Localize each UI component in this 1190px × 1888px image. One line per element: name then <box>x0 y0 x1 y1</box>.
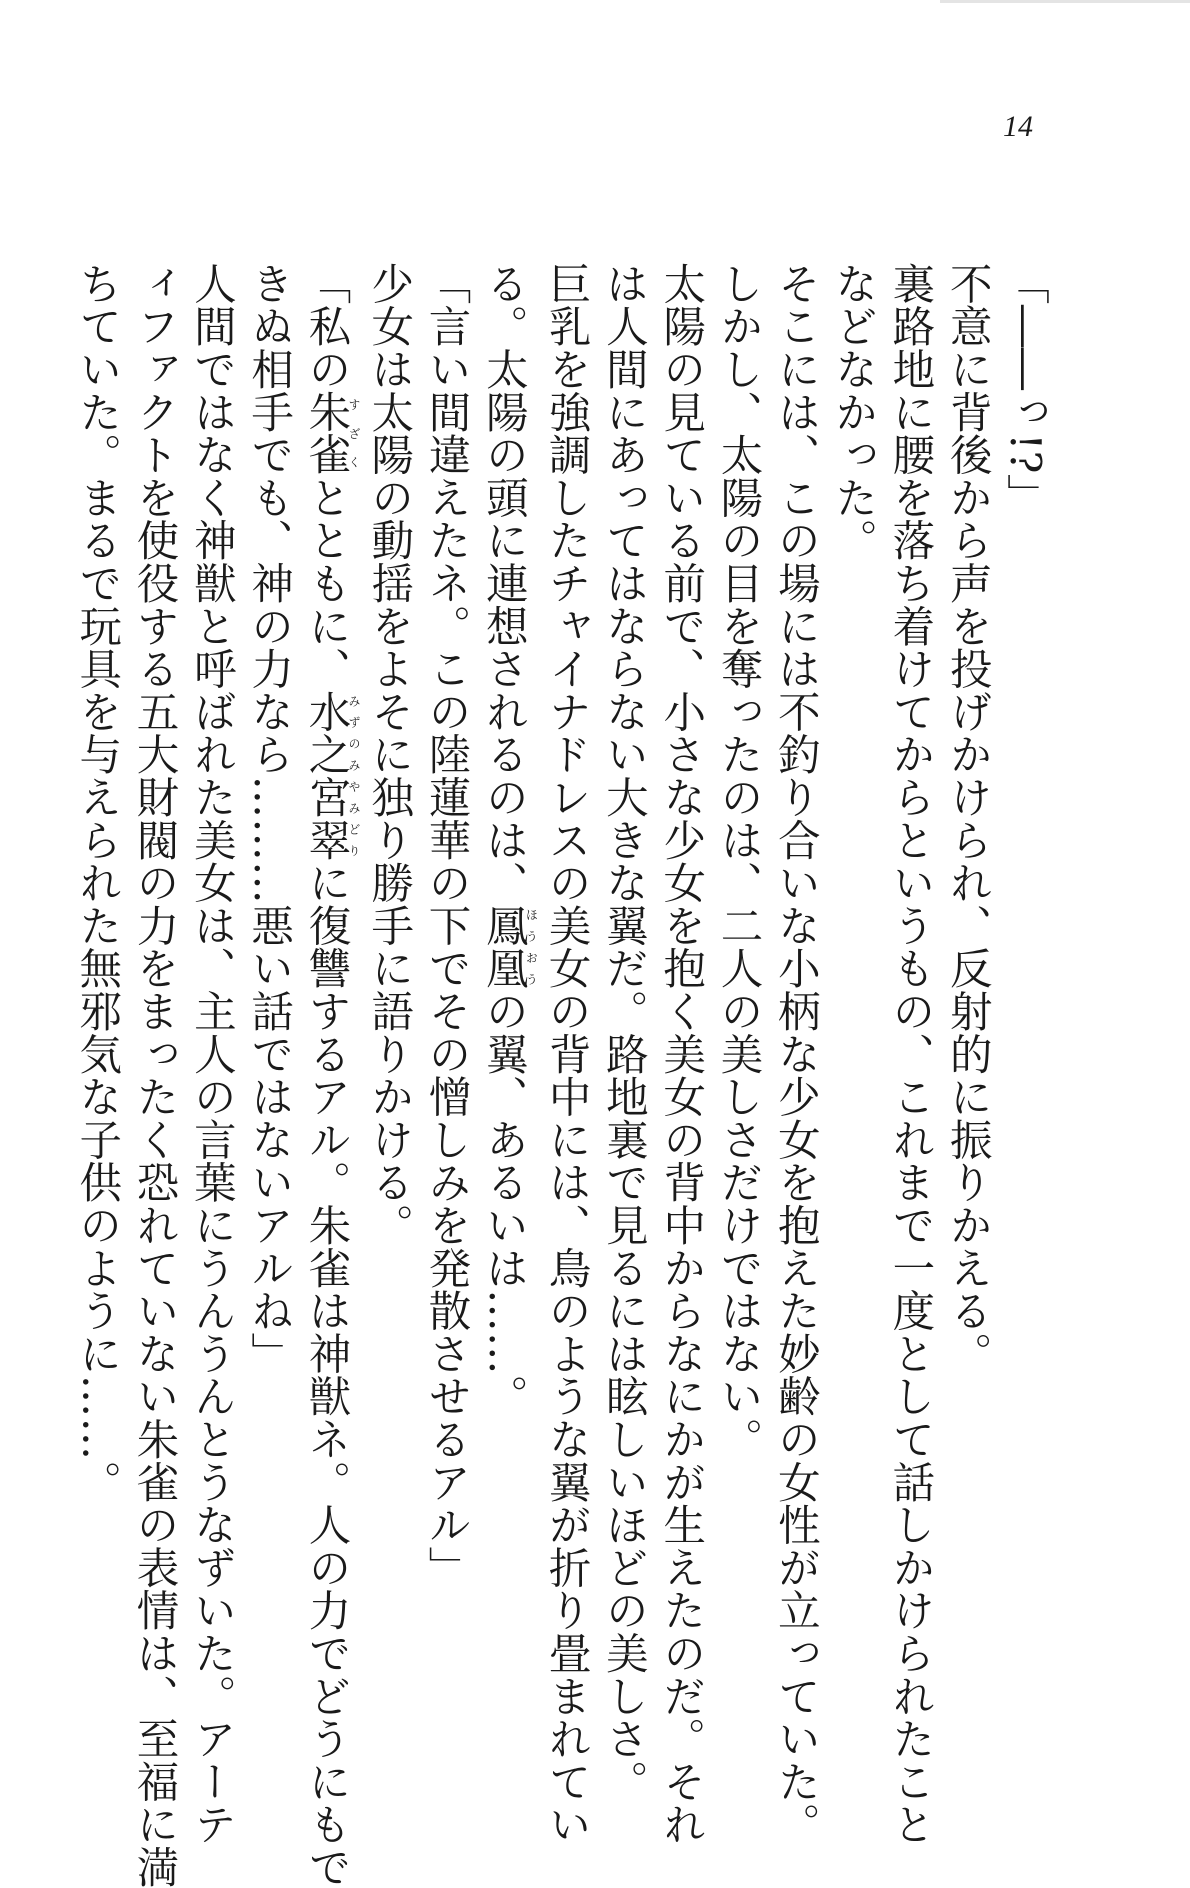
furigana-mizunomiya-midori: 水之宮翠みずのみやみどり <box>301 690 361 862</box>
text-line: は人間にあってはならない大きな翼だ。路地裏で見るには眩しいほどの美しさ。 <box>598 262 648 1803</box>
furigana-suzaku: 朱雀すざく <box>301 390 361 477</box>
furigana-reading: すざく <box>346 390 361 477</box>
page-number: 14 <box>1003 110 1033 143</box>
text-line: 裏路地に腰を落ち着けてからというもの、これまで一度として話しかけられたこと <box>885 262 935 1846</box>
text-line-with-ruby: る。太陽の頭に連想されるのは、鳳凰ほうおうの翼、あるいは……。 <box>478 262 539 1418</box>
body-text <box>68 262 1053 1888</box>
text-line: などなかった。 <box>828 262 878 562</box>
text-line: 少女は太陽の動揺をよそに独り勝手に語りかける。 <box>364 262 414 1247</box>
text-line: 人間ではなく神獣と呼ばれた美女は、主人の言葉にうんうんとうなずいた。アーテ <box>186 262 236 1846</box>
text-line: ちていた。まるで玩具を与えられた無邪気な子供のように……。 <box>72 262 122 1504</box>
text-line: きぬ相手でも、神の力なら………悪い話ではないアルね」 <box>244 262 294 1375</box>
text-line: ィファクトを使役する五大財閥の力をまったく恐れていない朱雀の表情は、至福に満 <box>129 262 179 1888</box>
text-line: 太陽の見ている前で、小さな少女を抱く美女の背中からなにかが生えたのだ。それ <box>656 262 706 1846</box>
furigana-reading: みずのみやみどり <box>346 690 361 862</box>
text-line: 不意に背後から声を投げかけられ、反射的に振りかえる。 <box>942 262 992 1375</box>
scan-edge-line <box>940 0 1190 3</box>
text-line: そこには、この場には不釣り合いな小柄な少女を抱えた妙齢の女性が立っていた。 <box>770 262 820 1846</box>
text-line-with-ruby: 「私の朱雀すざくとともに、水之宮翠みずのみやみどりに復讐するアル。朱雀は神獣ネ。人の力でどうにもで <box>301 262 361 1888</box>
furigana-reading: ほうおう <box>524 904 539 990</box>
text-line: 「言い間違えたネ。この陸蓮華の下でその憎しみを発散させるアル」 <box>421 262 471 1589</box>
text-line: しかし、太陽の目を奪ったのは、二人の美しさだけではない。 <box>713 262 763 1461</box>
furigana-houou: 鳳凰ほうおう <box>478 904 539 990</box>
text-line: 巨乳を強調したチャイナドレスの美女の背中には、鳥のような翼が折り畳まれてい <box>541 262 591 1846</box>
text-line: 「――っ!?」 <box>1000 262 1049 517</box>
